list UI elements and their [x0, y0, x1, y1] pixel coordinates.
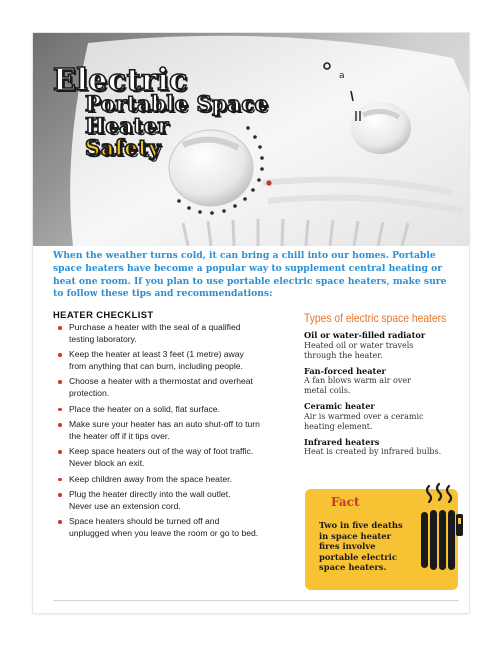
checklist-item — [53, 516, 313, 539]
checklist-item-text: Make sure your heater has an auto shut-off to turn the heater off if it tips over. — [69, 419, 260, 441]
title-line-3: Heater — [85, 113, 169, 138]
checklist-item — [53, 349, 313, 372]
checklist-item-text: Choose a heater with a thermostat and overheat protection. — [69, 376, 253, 398]
heater-type-description: Heated oil or water travels through the heater. — [304, 340, 414, 360]
checklist-item-text: Keep the heater at least 3 feet (1 metre) away from anything that can burn, including people. — [69, 349, 244, 371]
types-heading: Types of electric space heaters — [304, 311, 447, 325]
checklist-item-text: Keep space heaters out of the way of foot traffic. Never block an exit. — [69, 446, 254, 468]
heater-type-name: Ceramic heater — [304, 401, 375, 411]
title-line-4: Safety — [85, 135, 162, 160]
heater-type — [304, 437, 459, 458]
intro-paragraph: When the weather turns cold, it can bring a chill into our homes. Portable space heaters have become a popular way to supplement central heating or heat one room. If you plan to use portable electric space heaters, make sure to follow these tips and recommendations: — [53, 250, 447, 300]
fact-text: Two in five deaths in space heater fires involve portable electric space heaters. — [319, 520, 403, 573]
fact-title: Fact — [331, 495, 360, 509]
checklist-item — [53, 404, 313, 416]
heater-type — [304, 366, 459, 397]
checklist-item-text: Purchase a heater with the seal of a qualified testing laboratory. — [69, 322, 241, 344]
hero-image — [33, 33, 469, 246]
heater-type-description: A fan blows warm air over metal coils. — [304, 376, 411, 395]
heater-type-description: Heat is created by infrared bulbs. — [304, 447, 442, 456]
heater-checklist — [53, 322, 313, 540]
checklist-item — [53, 446, 313, 469]
title-line-1: Electric — [53, 63, 188, 98]
svg-text:a: a — [339, 71, 345, 81]
heater-type — [304, 330, 459, 361]
checklist-item — [53, 474, 313, 486]
checklist-item-text: Space heaters should be turned off and unplugged when you leave the room or go to bed. — [69, 516, 259, 538]
checklist-item — [53, 419, 313, 442]
heater-type — [304, 401, 459, 432]
heater-types-list — [304, 330, 459, 462]
flyer-page: a Electric Portable Space Heater Safety When the weather turns cold, it can bring a chill into our homes. Portable space heaters have become a popular way to supplement central heating or heat one room. If you plan to use portable electric space heaters, make sure to follow these tips and recommendations: HEATER CHECKLIST Purchase a heater with the seal of a qualified testing laboratory. Keep the heater at least 3 feet (1 metre) away from anything that can burn, including people. Choose a heater with a thermostat and overheat protection. Place the heater on a solid, flat surface. Make sure your heater has an auto shut-off to turn the heater off if it tips over. Keep space heaters out of the way of foot traffic. Never block an exit. Keep children away from the space heater. Plug the heater directly into the wall outlet. Never use an extension cord. Space heaters should be turned off and unplugged when you leave the room or go to bed. Types of electric space heaters Oil or water-filled radiator Heated oil or water travels through the heater. Fan-forced heater A fan blows warm air over metal coils. Ceramic heater Air is warmed over a ceramic heating element. Infrared heaters Heat is created by infrared bulbs. Fact Two in five deaths in space heater fires involve portable electric space heaters. NFPA — [33, 33, 469, 613]
checklist-item-text: Keep children away from the space heater. — [69, 473, 232, 484]
checklist-item-text: Plug the heater directly into the wall outlet. Never use an extension cord. — [69, 489, 231, 511]
checklist-item — [53, 376, 313, 399]
title-line-2: Portable Space — [85, 91, 269, 116]
radiator-heater-icon — [421, 482, 463, 574]
checklist-item-text: Place the heater on a solid, flat surface. — [69, 403, 220, 414]
footer-divider — [53, 600, 459, 601]
heater-type-name: Fan-forced heater — [304, 365, 386, 376]
heater-type-name: Infrared heaters — [304, 436, 380, 447]
heater-type-description: Air is warmed over a ceramic heating element. — [304, 411, 424, 431]
heater-type-name: Oil or water-filled radiator — [304, 330, 426, 340]
checklist-item — [53, 489, 313, 512]
checklist-item — [53, 322, 313, 345]
checklist-heading: HEATER CHECKLIST — [53, 309, 154, 320]
